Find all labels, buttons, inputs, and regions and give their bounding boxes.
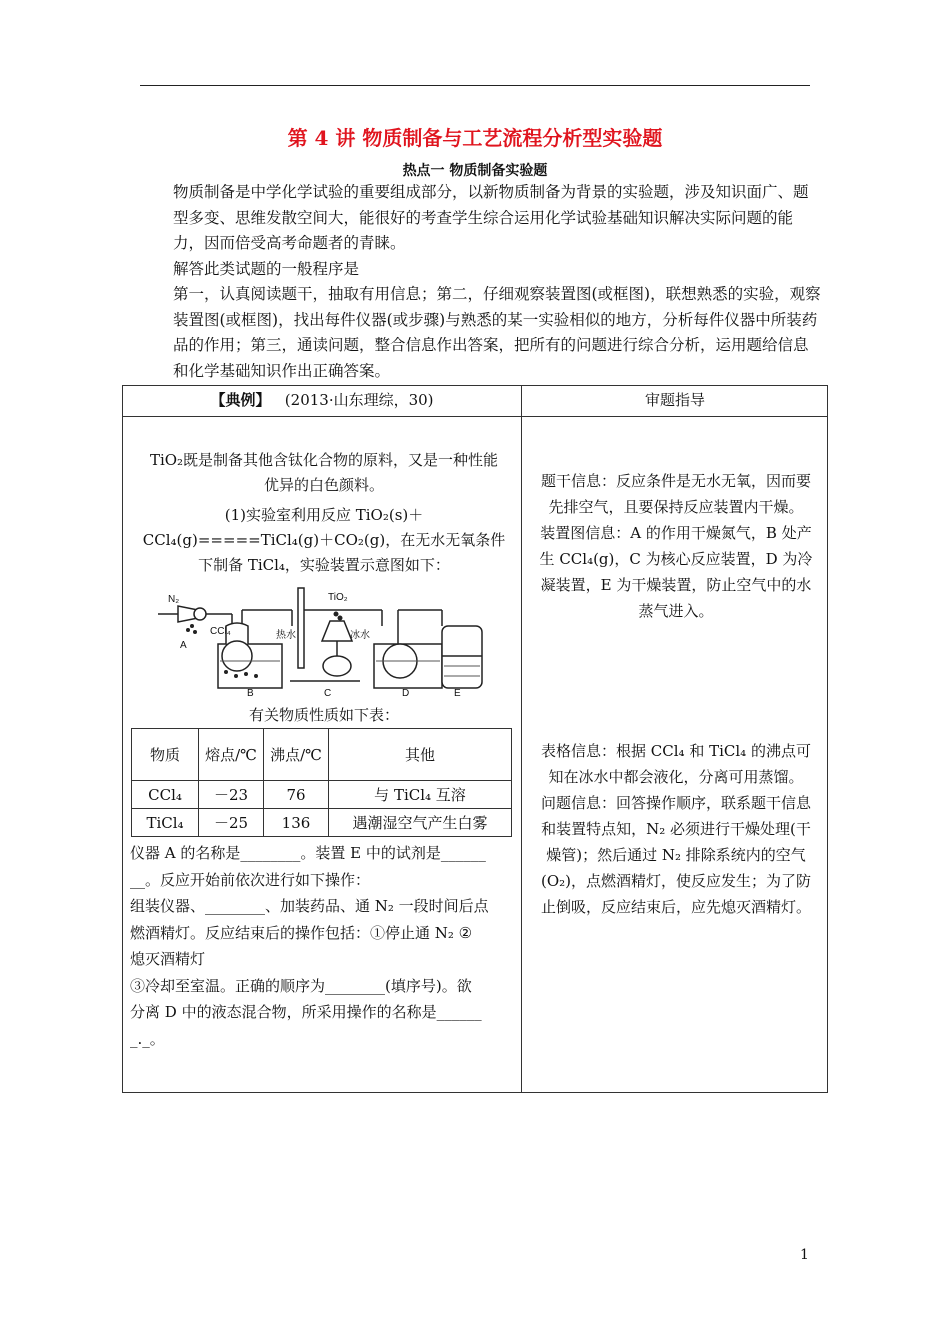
intro-line-2: 优异的白色颜料。: [263, 476, 384, 494]
diagram-label-b: B: [247, 688, 254, 698]
property-table-header: [132, 729, 512, 781]
cell-melting: －25: [199, 809, 264, 837]
reaction-line-3: 下制备 TiCl₄，实验装置示意图如下：: [198, 556, 450, 574]
table-caption: 有关物质性质如下表：: [248, 706, 399, 724]
reaction-line-1: (1)实验室利用反应 TiO₂(s)＋: [224, 506, 424, 524]
example-tag: 【典例】: [210, 391, 271, 409]
guide-line: 表格信息：根据 CCl₄ 和 TiCl₄ 的沸点可: [541, 742, 811, 760]
diagram-label-a: A: [180, 640, 187, 651]
guide-line: 燥管)；然后通过 N₂ 排除系统内的空气: [546, 846, 806, 864]
question-line-5: 熄灭酒精灯: [130, 950, 206, 968]
diagram-label-d: D: [402, 688, 410, 698]
guide-line: 问题信息：回答操作顺序，联系题干信息: [540, 794, 811, 812]
intro-p2: 解答此类试题的一般程序是: [173, 259, 360, 278]
col-header-melting: 熔点/℃: [199, 729, 264, 781]
cell-boiling: 76: [264, 781, 329, 809]
col-header-substance: 物质: [132, 729, 199, 781]
guide-line: 先排空气，且要保持反应装置内干燥。: [548, 498, 804, 516]
example-header: [122, 385, 522, 416]
guide-header: 审题指导: [644, 391, 705, 409]
question-line-7: 分离 D 中的液态混合物，所采用操作的名称是______: [130, 1003, 482, 1021]
diagram-tio2-label: TiO₂: [328, 592, 348, 603]
diagram-label-e: E: [454, 688, 461, 698]
question-line-8: _._。: [130, 1029, 165, 1048]
page-title: 第 4 讲 物质制备与工艺流程分析型实验题: [287, 126, 663, 150]
col-header-other: 其他: [329, 729, 512, 781]
section-subtitle: 热点一 物质制备实验题: [402, 163, 548, 179]
diagram-label-c: C: [324, 688, 332, 698]
cell-other: 与 TiCl₄ 互溶: [329, 781, 512, 809]
diagram-ice-water-label: 冰水: [350, 630, 370, 641]
apparatus-diagram: [150, 586, 490, 698]
table-header-rule: [122, 416, 828, 417]
guide-line: 蒸气进入。: [638, 602, 714, 620]
example-intro: [130, 448, 518, 498]
guide-line: 装置图信息：A 的作用干燥氮气，B 处产: [540, 524, 812, 542]
example-source: (2013·山东理综，30): [284, 391, 434, 409]
guide-line: 题干信息：反应条件是无水无氧，因而要: [540, 472, 811, 490]
guide-line: 止倒吸，反应结束后，应先熄灭酒精灯。: [540, 898, 811, 916]
cell-other: 遇潮湿空气产生白雾: [329, 809, 512, 837]
intro-line-1: TiO₂既是制备其他含钛化合物的原料，又是一种性能: [149, 451, 499, 469]
table-row: [132, 781, 512, 809]
question-line-2: __。反应开始前依次进行如下操作：: [130, 870, 371, 889]
reaction-line-2: CCl₄(g)=====TiCl₄(g)＋CO₂(g)，在无水无氧条件: [142, 531, 506, 549]
guide-block-2: [530, 738, 822, 920]
guide-block-1: [530, 468, 822, 624]
guide-line: 知在冰水中都会液化，分离可用蒸馏。: [548, 768, 804, 786]
diagram-n2-label: N₂: [168, 594, 180, 605]
reaction-text: [130, 503, 518, 578]
cell-substance: CCl₄: [132, 781, 199, 809]
question-line-3: 组装仪器、________、加装药品、通 N₂ 一段时间后点: [130, 897, 489, 915]
table-row: [132, 809, 512, 837]
intro-p1: 物质制备是中学化学试验的重要组成部分，以新物质制备为背景的实验题，涉及知识面广、题型多变、思维发散空间大，能很好的考查学生综合运用化学试验基础知识解决实际问题的能力，因而倍受高考命题者的青睐。: [173, 183, 809, 252]
question-text: [130, 840, 518, 1052]
diagram-ccl4-label: CCl₄: [210, 626, 231, 637]
guide-line: 凝装置，E 为干燥装置，防止空气中的水: [540, 576, 812, 594]
cell-melting: －23: [199, 781, 264, 809]
header-rule: [140, 85, 810, 86]
question-line-6: ③冷却至室温。正确的顺序为________(填序号)。欲: [130, 976, 472, 995]
cell-boiling: 136: [264, 809, 329, 837]
page-number: 1: [800, 1247, 809, 1263]
col-header-boiling: 沸点/℃: [264, 729, 329, 781]
table-divider: [521, 385, 522, 1093]
intro-p3: 第一，认真阅读题干，抽取有用信息；第二，仔细观察装置图(或框图)，联想熟悉的实验，观察装置图(或框图)，找出每件仪器(或步骤)与熟悉的某一实验相似的地方，分析每件仪器中所装药品的作用；第三，通读问题，整合信息作出答案，把所有的问题进行综合分析，运用题给信息和化学基础知识作出正确答案。: [173, 285, 821, 380]
diagram-hot-water-label: 热水: [276, 630, 296, 641]
guide-line: 和装置特点知，N₂ 必须进行干燥处理(干: [541, 820, 811, 838]
guide-line: 生 CCl₄(g)，C 为核心反应装置，D 为冷: [539, 550, 813, 568]
intro-paragraph: [173, 180, 823, 384]
question-line-1: 仪器 A 的名称是________。装置 E 中的试剂是______: [130, 844, 486, 862]
cell-substance: TiCl₄: [132, 809, 199, 837]
question-line-4: 燃酒精灯。反应结束后的操作包括：①停止通 N₂ ②: [130, 923, 473, 942]
guide-line: (O₂)，点燃酒精灯，使反应发生；为了防: [540, 872, 812, 890]
property-table: [131, 728, 512, 837]
